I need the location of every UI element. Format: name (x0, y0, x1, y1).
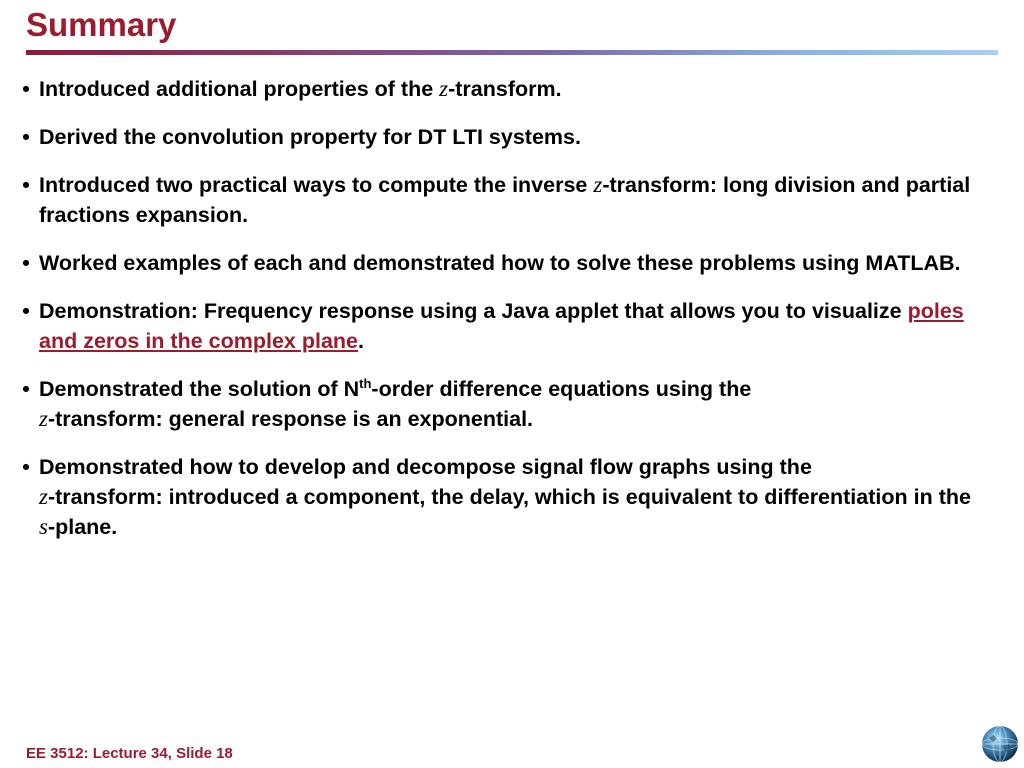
poles-zeros-link[interactable]: poles and zeros in the complex plane (39, 299, 964, 353)
bullet-item (18, 122, 978, 152)
bullet-text: Demonstrated the solution of N (39, 377, 360, 401)
math-s: s (39, 514, 48, 539)
bullet-text: Demonstration: Frequency response using a Java applet that allows you to visualize (39, 299, 908, 323)
bullet-marker: • (22, 173, 30, 197)
bullet-text: Worked examples of each and demonstrated how to solve these problems using MATLAB. (39, 251, 961, 275)
slide-title: Summary (26, 6, 177, 43)
bullet-text: -plane. (47, 515, 118, 539)
bullet-list (18, 74, 978, 560)
bullet-item (18, 170, 978, 230)
bullet-marker: • (22, 377, 30, 401)
bullet-text: -transform: long division and partial fractions expansion. (39, 173, 971, 227)
bullet-text: Introduced additional properties of the (39, 77, 440, 101)
bullet-item (18, 74, 978, 104)
bullet-marker: • (22, 77, 30, 101)
globe-icon (980, 724, 1020, 764)
bullet-text: -order difference equations using the (371, 377, 752, 401)
slide-footer: EE 3512: Lecture 34, Slide 18 (26, 745, 233, 762)
bullet-text: Introduced two practical ways to compute the inverse (39, 173, 594, 197)
superscript-th: th (359, 375, 372, 391)
bullet-item (18, 248, 978, 278)
bullet-item (18, 296, 978, 356)
bullet-item (18, 452, 978, 542)
bullet-text: . (358, 329, 364, 353)
bullet-text: -transform. (448, 77, 562, 101)
bullet-marker: • (22, 455, 30, 479)
bullet-text: Derived the convolution property for DT LTI systems. (39, 125, 581, 149)
bullet-text: -transform: general response is an exponential. (47, 407, 534, 431)
title-divider (26, 50, 998, 55)
math-z: z (593, 172, 603, 197)
bullet-marker: • (22, 251, 30, 275)
math-z: z (439, 76, 449, 101)
bullet-text: -transform: introduced a component, the delay, which is equivalent to differentiation in the (47, 485, 971, 509)
bullet-text: Demonstrated how to develop and decompose signal flow graphs using the (39, 455, 812, 479)
math-z: z (39, 484, 48, 509)
math-z: z (39, 406, 48, 431)
bullet-item (18, 374, 978, 434)
bullet-marker: • (22, 125, 30, 149)
bullet-marker: • (22, 299, 30, 323)
